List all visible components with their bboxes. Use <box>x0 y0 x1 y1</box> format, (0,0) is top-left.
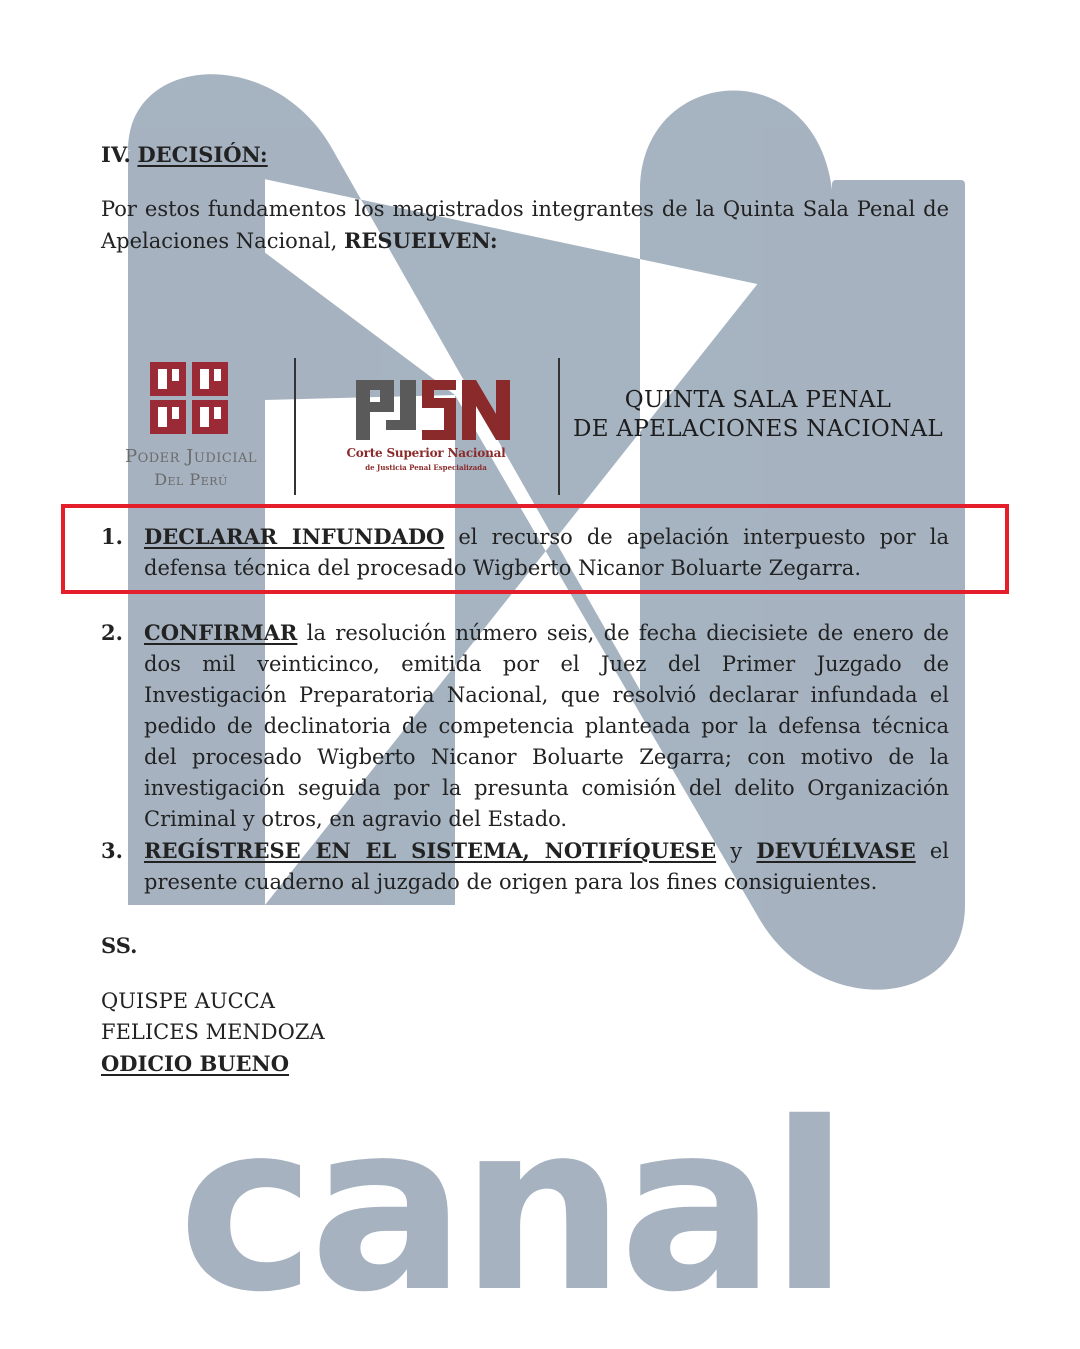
resolution-item-3 <box>101 835 949 898</box>
item-text: la resolución número seis, de fecha diecisiete de enero de dos mil veinticinco, emitida por el Juez del Primer Juzgado de Investigación Preparatoria Nacional, que resolvió declarar infundada el pedido de declinatoria de competencia planteada por la defensa técnica del procesado Wigberto Nicanor Boluarte Zegarra; con motivo de la investigación seguida por la presunta comisión del delito Organización Criminal y otros, en agravio del Estado. <box>144 621 949 831</box>
poder-judicial-logo <box>100 360 282 495</box>
signer-name: FELICES MENDOZA <box>101 1020 325 1044</box>
ss-label: SS. <box>101 933 138 958</box>
heading-title: DECISIÓN: <box>137 142 268 167</box>
item-connector: y <box>716 839 757 863</box>
highlight-box <box>61 504 1009 594</box>
item-lead: DECLARAR INFUNDADO <box>144 524 445 549</box>
item-number: 3. <box>101 838 123 863</box>
pj-name-line2: Del Perú <box>154 470 228 489</box>
header-divider-1 <box>294 358 296 495</box>
item-text: el recurso de apelación interpuesto por la defensa técnica del procesado Wigberto Nicanor Boluarte Zegarra. <box>144 525 949 580</box>
resolution-item-2 <box>101 617 949 835</box>
sala-title <box>566 386 950 444</box>
signers-list <box>101 986 325 1079</box>
pj-name-line1: Poder Judicial <box>124 446 258 467</box>
csn-name-line2: de Justicia Penal Especializada <box>365 463 487 472</box>
pj-emblem-icon <box>100 360 282 440</box>
item-lead-2: DEVUÉLVASE <box>756 838 916 863</box>
section-heading <box>101 139 268 171</box>
watermark-canal-text: canal <box>178 1073 844 1343</box>
csn-emblem-icon <box>326 374 526 446</box>
csn-logo <box>326 374 526 484</box>
item-lead: CONFIRMAR <box>144 620 298 645</box>
item-lead: REGÍSTRESE EN EL SISTEMA, NOTIFÍQUESE <box>144 838 717 863</box>
signer-name: ODICIO BUENO <box>101 1051 290 1076</box>
sala-title-line1: QUINTA SALA PENAL <box>624 387 892 413</box>
csn-name-line1: Corte Superior Nacional <box>346 446 506 460</box>
heading-numeral: IV. <box>101 142 131 167</box>
intro-text: Por estos fundamentos los magistrados integrantes de la Quinta Sala Penal de Apelaciones Nacional, <box>101 197 949 253</box>
item-text: el presente cuaderno al juzgado de origen para los fines consiguientes. <box>144 839 949 894</box>
item-number: 2. <box>101 620 123 645</box>
signer-name: QUISPE AUCCA <box>101 989 275 1013</box>
intro-paragraph <box>101 194 949 257</box>
item-number: 1. <box>101 524 123 549</box>
header-divider-2 <box>558 358 560 495</box>
sala-title-line2: DE APELACIONES NACIONAL <box>572 416 943 442</box>
intro-emphasis: RESUELVEN: <box>343 228 498 253</box>
